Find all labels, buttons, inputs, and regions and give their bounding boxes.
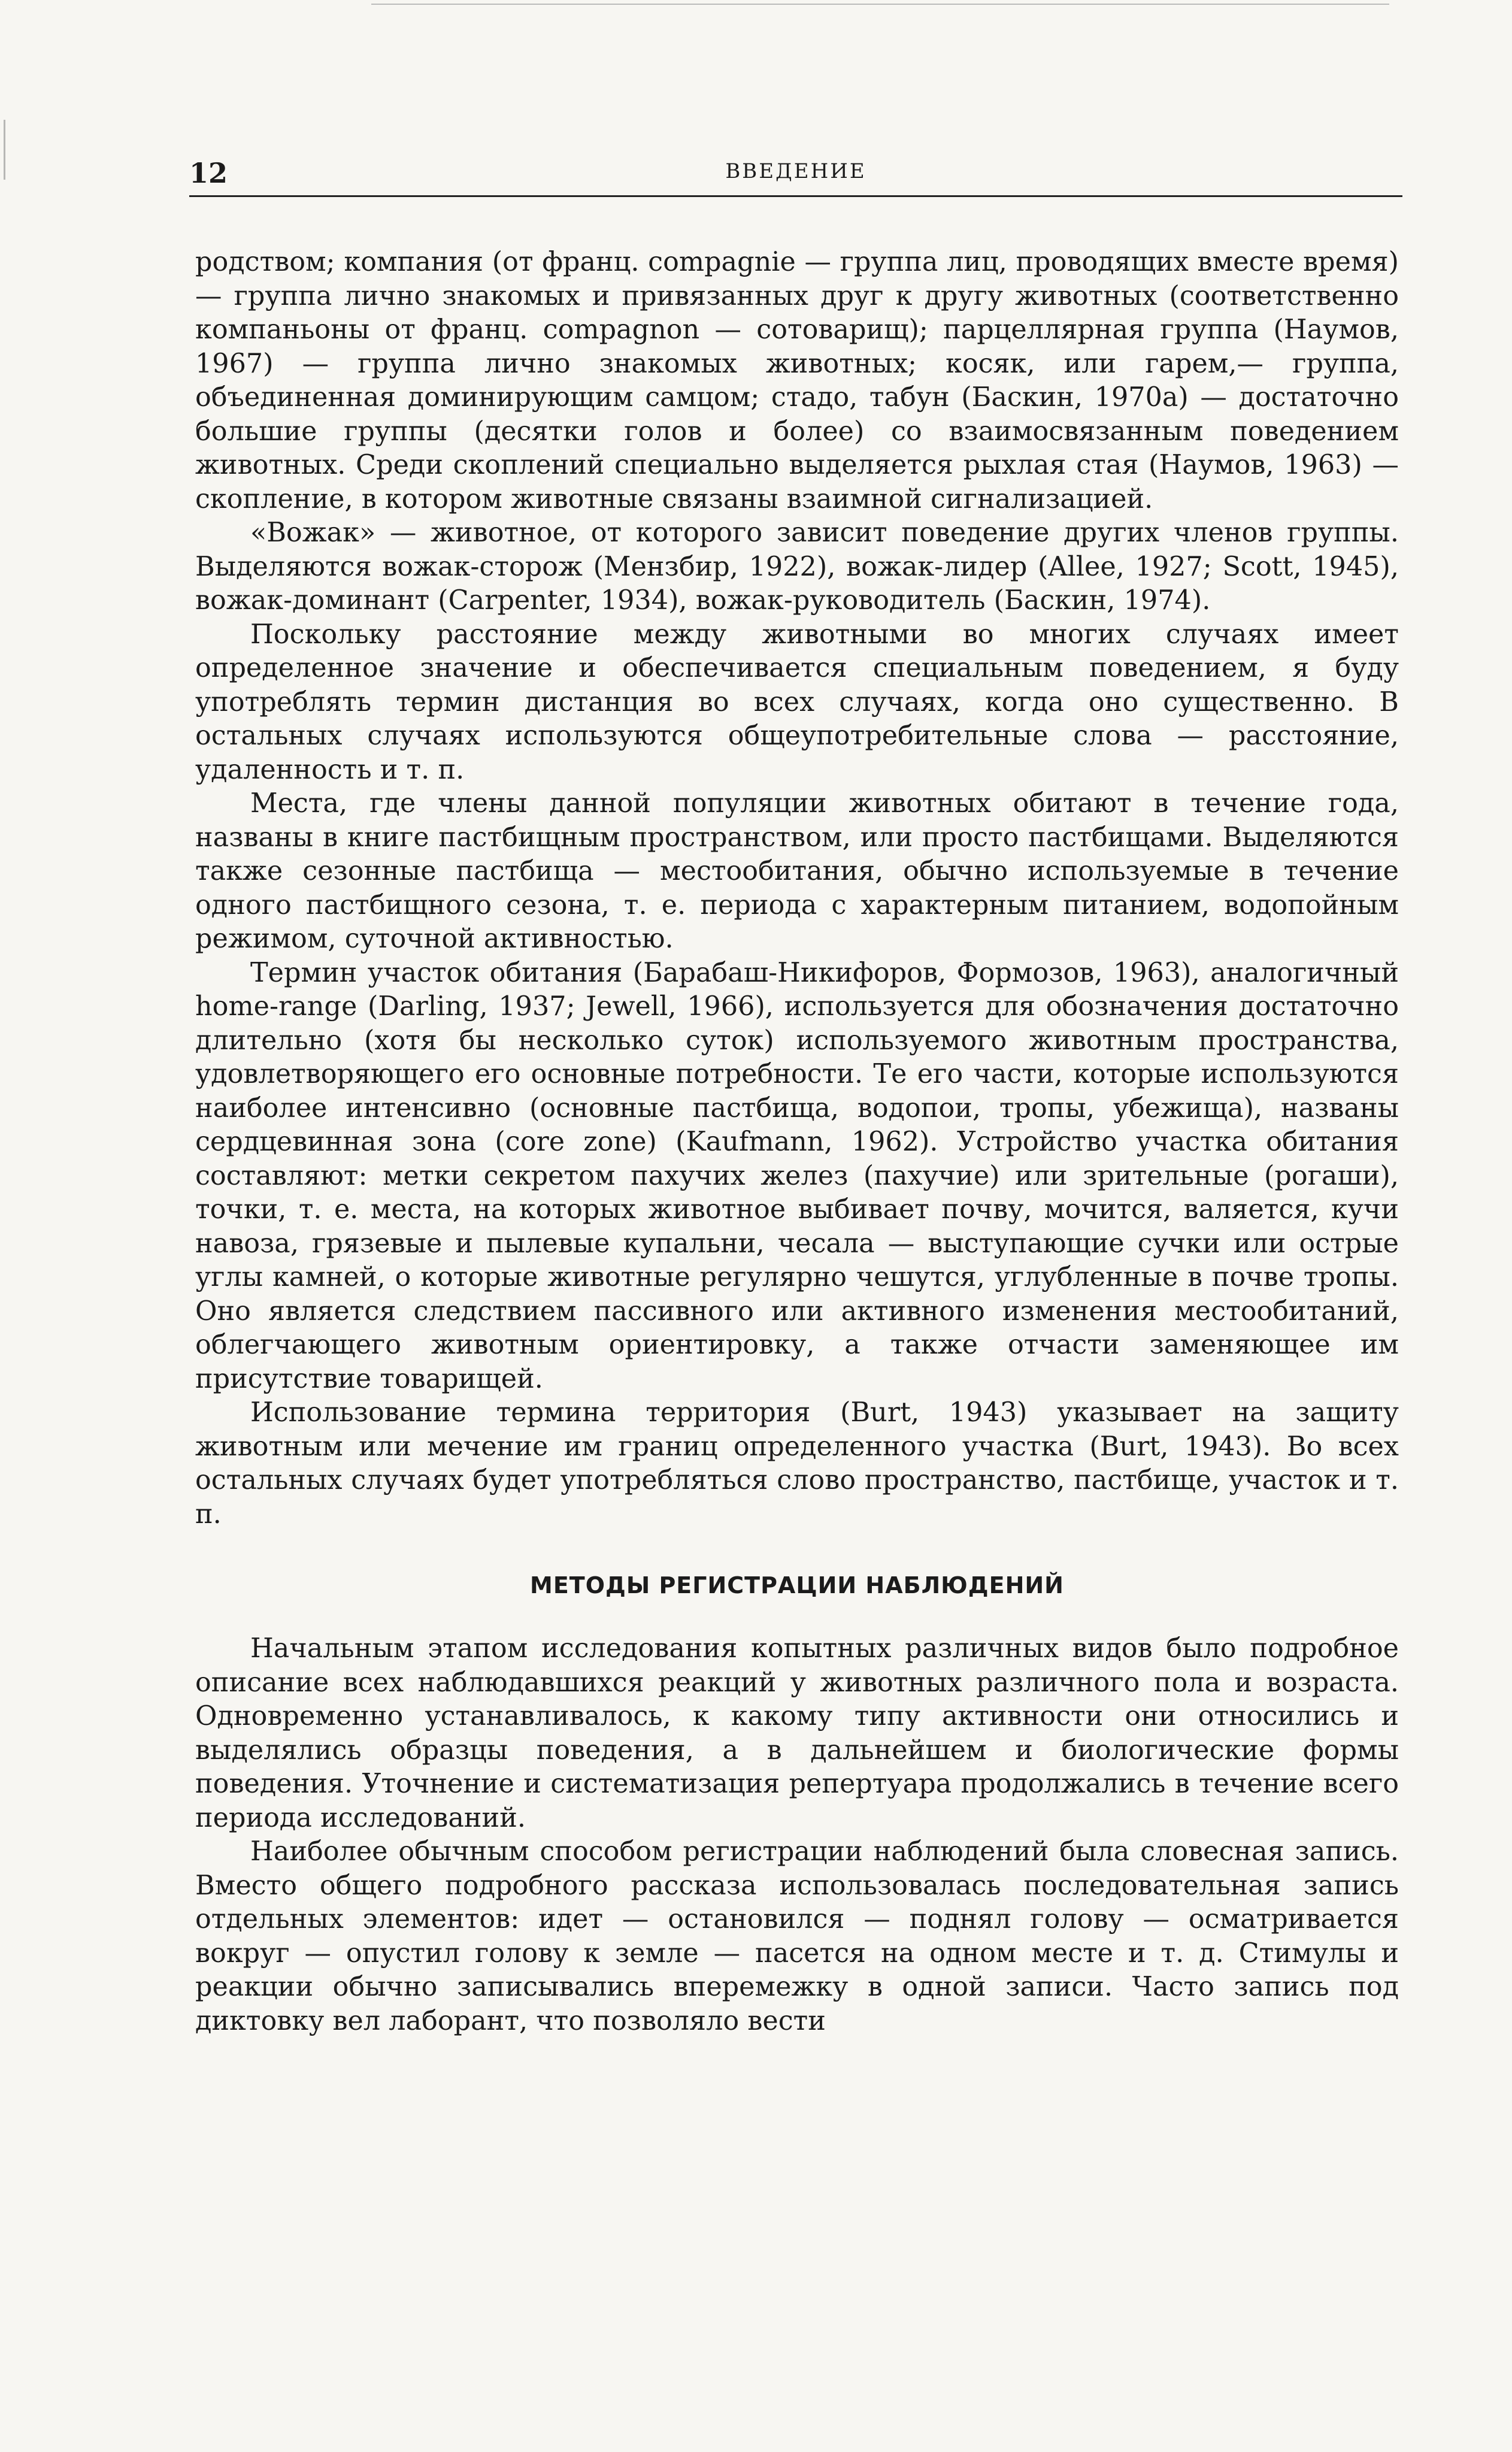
body-text (195, 246, 1399, 2038)
paragraph: Использование термина территория (Burt, 1943) указывает на защиту животным или мечение им границ определенного участка (Burt, 1943). Во всех остальных случаях будет употребляться слово пространство, пастбище, участок и т. п. (195, 1397, 1399, 1530)
page-header (189, 152, 1402, 190)
section-heading: МЕТОДЫ РЕГИСТРАЦИИ НАБЛЮДЕНИЙ (530, 1572, 1064, 1599)
header-rule (189, 195, 1402, 197)
paragraph: Поскольку расстояние между животными во многих случаях имеет определенное значение и обеспечивается специальным поведением, я буду употреблять термин дистанция во всех случаях, когда оно существенно. В остальных случаях используются общеупотребительные слова — расстояние, удаленность и т. п. (195, 619, 1399, 785)
running-title: ВВЕДЕНИЕ (725, 159, 866, 183)
paragraph: «Вожак» — животное, от которого зависит поведение других членов группы. Выделяются вожак-сторож (Мензбир, 1922), вожак-лидер (Allee, 1927; Scott, 1945), вожак-доминант (Carpenter, 1934), вожак-руководитель (Баскин, 1974). (195, 517, 1399, 616)
paragraph: Начальным этапом исследования копытных различных видов было подробное описание всех наблюдавшихся реакций у животных различного пола и возраста. Одновременно устанавливалось, к какому типу активности они относились и выделялись образцы поведения, а в дальнейшем и биологические формы поведения. Уточнение и систематизация репертуара продолжались в течение всего периода исследований. (195, 1633, 1399, 1833)
paragraph: Термин участок обитания (Барабаш-Никифоров, Формозов, 1963), аналогичный home-range (Darling, 1937; Jewell, 1966), используется для обозначения достаточно длительно (хотя бы несколько суток) используемого животным пространства, удовлетворяющего его основные потребности. Те его части, которые используются наиболее интенсивно (основные пастбища, водопои, тропы, убежища), названы сердцевинная зона (core zone) (Kaufmann, 1962). Устройство участка обитания составляют: метки секретом пахучих желез (пахучие) или зрительные (рогаши), точки, т. е. места, на которых животное выбивает почву, мочится, валяется, кучи навоза, грязевые и пылевые купальни, чесала — выступающие сучки или острые углы камней, о которые животные регулярно чешутся, углубленные в почве тропы. Оно является следствием пассивного или активного изменения местообитаний, облегчающего животным ориентировку, а также отчасти заменяющее им присутствие товарищей. (195, 957, 1399, 1394)
paragraph: Наиболее обычным способом регистрации наблюдений была словесная запись. Вместо общего подробного рассказа использовалась последовательная запись отдельных элементов: идет — остановился — поднял голову — осматривается вокруг — опустил голову к земле — пасется на одном месте и т. д. Стимулы и реакции обычно записывались вперемежку в одной записи. Часто запись под диктовку вел лаборант, что позволяло вести (195, 1836, 1399, 2036)
scan-margin-mark (4, 120, 5, 180)
paragraph: Места, где члены данной популяции животных обитают в течение года, названы в книге пастбищным пространством, или просто пастбищами. Выделяются также сезонные пастбища — местообитания, обычно используемые в течение одного пастбищного сезона, т. е. периода с характерным питанием, водопойным режимом, суточной активностью. (195, 788, 1399, 954)
paragraph-continued: родством; компания (от франц. compagnie — группа лиц, проводящих вместе время) — группа лично знакомых и привязанных друг к другу животных (соответственно компаньоны от франц. compagnon — сотоварищ); парцеллярная группа (Наумов, 1967) — группа лично знакомых животных; косяк, или гарем,— группа, объединенная доминирующим самцом; стадо, табун (Баскин, 1970а) — достаточно большие группы (десятки голов и более) со взаимосвязанным поведением животных. Среди скоплений специально выделяется рыхлая стая (Наумов, 1963) — скопление, в котором животные связаны взаимной сигнализацией. (195, 247, 1399, 514)
page-number: 12 (189, 157, 228, 189)
scan-edge-line (371, 4, 1389, 5)
